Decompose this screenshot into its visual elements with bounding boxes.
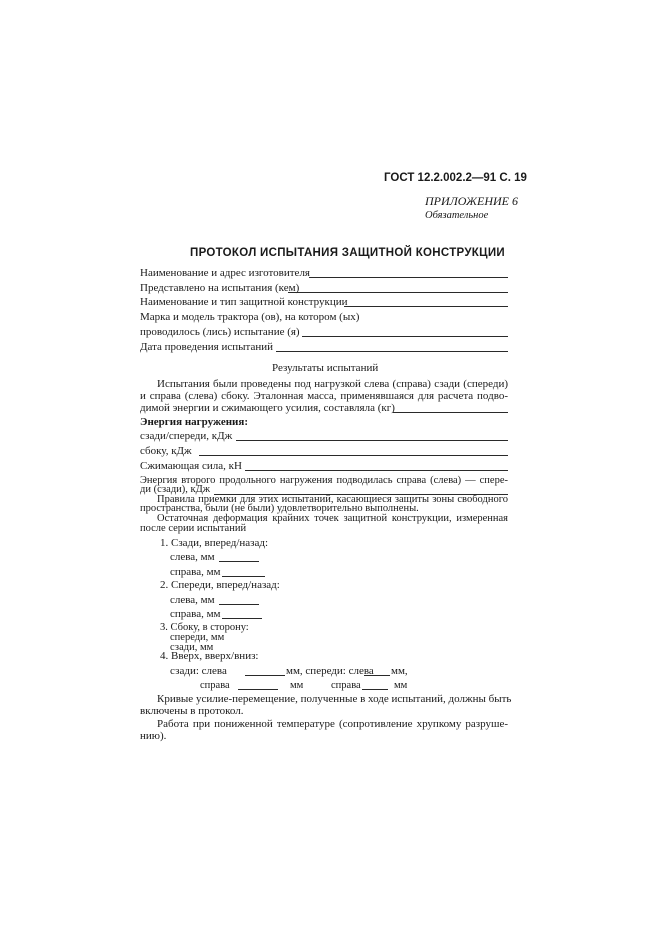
deform-line2: после серии испытаний — [140, 523, 247, 534]
appendix-label: ПРИЛОЖЕНИЕ 6 — [425, 194, 518, 208]
curves-line1: Кривые усилие-перемещение, полученные в ходе испытаний, должны быть — [157, 693, 512, 705]
gost-reference: ГОСТ 12.2.002.2—91 С. 19 — [384, 172, 527, 184]
rules-line2: пространства, были (не были) удовлетворительно выполнены. — [140, 503, 419, 514]
field-date-line — [276, 351, 508, 352]
item1-left-label: слева, мм — [170, 551, 215, 563]
field-date-label: Дата проведения испытаний — [140, 341, 274, 353]
item2-right-label: справа, мм — [170, 608, 221, 620]
field-structure-label: Наименование и тип защитной конструкции — [140, 296, 348, 308]
item4-front-left-label: мм, спереди: слева — [286, 665, 374, 677]
long-energy-line1: Энергия второго продольного нагружения подводилась справа (слева) — спере- — [140, 475, 508, 486]
item1-left-line — [219, 561, 259, 562]
item4-mm-4: мм — [394, 680, 408, 691]
energy-side-label: сбоку, кДж — [140, 445, 192, 457]
cold-line2: нию). — [140, 730, 167, 742]
item4-front-right-line — [362, 689, 388, 690]
results-p1-line3: димой энергии и сжимающего усилия, составляла (кг) — [140, 402, 395, 414]
item4-rear-left-label: сзади: слева — [170, 665, 227, 677]
item2-right-line — [222, 618, 262, 619]
reference-mass-line — [393, 412, 508, 413]
item3-heading: 3. Сбоку, в сторону: — [160, 622, 249, 633]
document-title: ПРОТОКОЛ ИСПЫТАНИЯ ЗАЩИТНОЙ КОНСТРУКЦИИ — [190, 247, 505, 259]
energy-rear-line — [236, 440, 508, 441]
field-tested-line — [302, 336, 508, 337]
item4-front-right-label: справа — [331, 680, 361, 691]
field-tested-label: проводилось (лись) испытание (я) — [140, 326, 300, 338]
item3-front-label: спереди, мм — [170, 632, 225, 643]
results-p1-line2: и справа (слева) сбоку. Эталонная масса, применявшаяся для расчета подво- — [140, 390, 508, 402]
item4-front-left-line — [364, 675, 390, 676]
item1-heading: 1. Сзади, вперед/назад: — [160, 537, 269, 549]
field-structure-line — [344, 306, 508, 307]
energy-label: Энергия нагружения: — [140, 416, 248, 428]
item2-heading: 2. Спереди, вперед/назад: — [160, 579, 280, 591]
field-manufacturer-line — [309, 277, 508, 278]
long-energy-line2: ди (сзади), кДж — [140, 484, 211, 495]
item4-rear-right-label: справа — [200, 680, 230, 691]
field-tractor-label: Марка и модель трактора (ов), на котором (ых) — [140, 311, 360, 323]
item4-heading: 4. Вверх, вверх/вниз: — [160, 650, 259, 662]
appendix-status: Обязательное — [425, 210, 489, 221]
curves-line2: включены в протокол. — [140, 705, 244, 717]
item1-right-line — [222, 576, 265, 577]
field-submitted-line — [288, 292, 508, 293]
item4-mm-2: мм, — [391, 665, 408, 677]
item1-right-label: справа, мм — [170, 566, 221, 578]
deform-line1: Остаточная деформация крайних точек защитной конструкции, измеренная — [157, 513, 508, 524]
item2-left-line — [219, 604, 259, 605]
compress-force-label: Сжимающая сила, кН — [140, 460, 242, 472]
item3-rear-label: сзади, мм — [170, 642, 214, 653]
item4-rear-left-line — [245, 675, 285, 676]
item4-rear-right-line — [238, 689, 278, 690]
results-p1-line1: Испытания были проведены под нагрузкой слева (справа) сзади (спереди) — [157, 378, 508, 390]
cold-line1: Работа при пониженной температуре (сопротивление хрупкому разруше- — [157, 718, 508, 730]
field-submitted-label: Представлено на испытания (кем) — [140, 282, 300, 294]
energy-side-line — [199, 455, 508, 456]
compress-force-line — [245, 470, 508, 471]
energy-rear-label: сзади/спереди, кДж — [140, 430, 233, 442]
rules-line1: Правила приемки для этих испытаний, касающиеся защиты зоны свободного — [157, 494, 508, 505]
results-heading: Результаты испытаний — [272, 362, 379, 374]
field-manufacturer-label: Наименование и адрес изготовителя — [140, 267, 310, 279]
item2-left-label: слева, мм — [170, 594, 215, 606]
item4-mm-3: мм — [290, 680, 304, 691]
